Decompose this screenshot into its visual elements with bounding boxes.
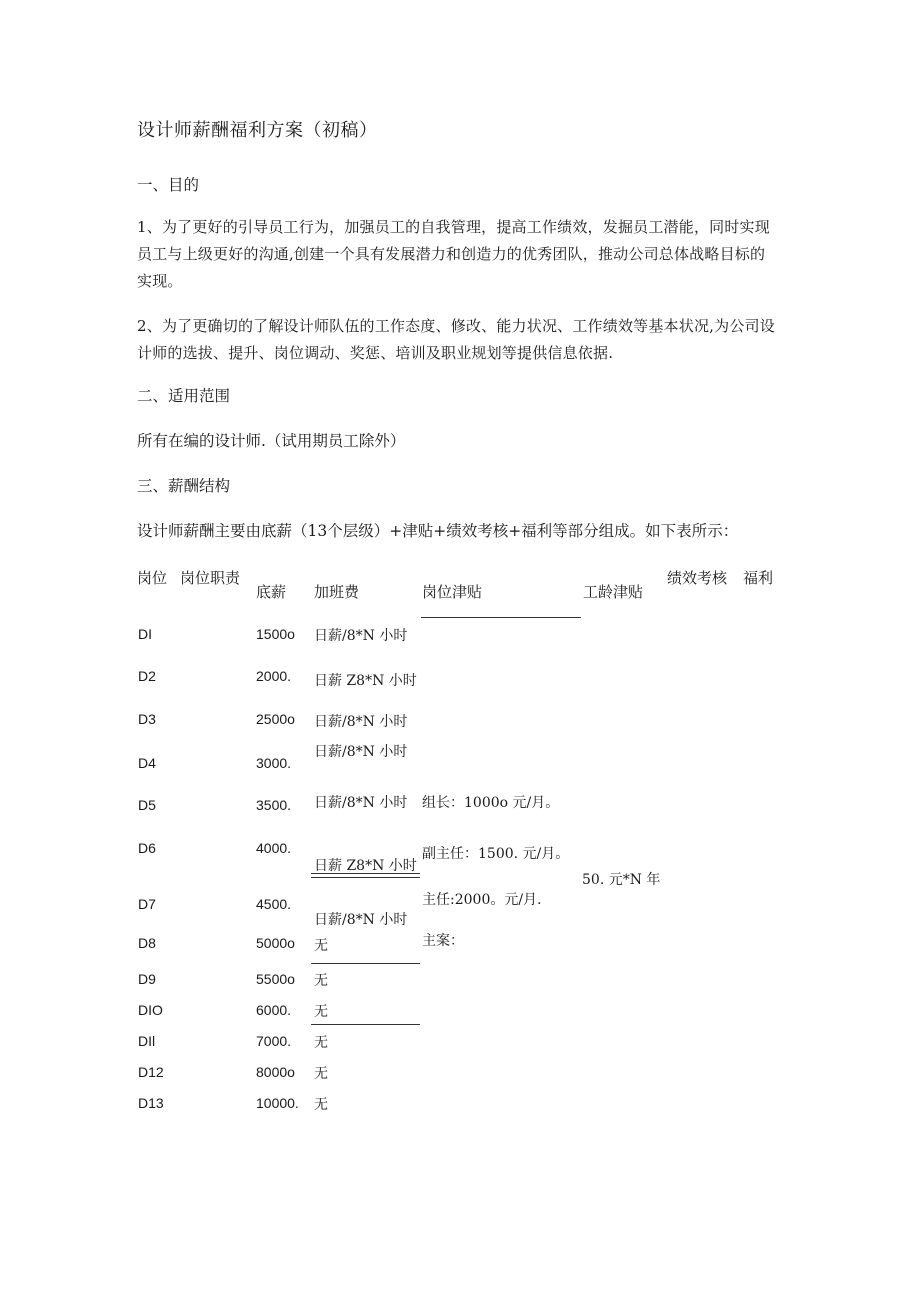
section-heading-scope: 二、适用范围: [137, 387, 231, 405]
base-salary-cell: 7000.: [256, 1033, 292, 1049]
purpose-paragraph-2: 2、为了更确切的了解设计师队伍的工作态度、修改、能力状况、工作绩效等基本状况,为公司设计师的选拔、提升、岗位调动、奖惩、培训及职业规划等提供信息依据.: [137, 317, 775, 362]
section-heading-structure: 三、薪酬结构: [137, 477, 231, 495]
structure-text: 设计师薪酬主要由底薪（13个层级）+津贴+绩效考核+福利等部分组成。如下表所示：: [137, 522, 739, 540]
level-cell: D4: [138, 755, 156, 771]
header-seniority: 工龄津贴: [583, 583, 644, 601]
scope-text: 所有在编的设计师.（试用期员工除外）: [137, 432, 406, 450]
base-salary-cell: 5000o: [256, 935, 295, 951]
level-cell: D12: [138, 1064, 164, 1080]
header-position: 岗位: [137, 569, 168, 587]
post-allowance-cell: 主案：: [422, 933, 464, 949]
post-allowance-cell: 副主任：1500. 元/月。: [422, 846, 570, 862]
header-base: 底薪: [256, 583, 287, 601]
overtime-cell: 无: [314, 1097, 328, 1113]
level-cell: D2: [138, 668, 156, 684]
level-cell: D5: [138, 797, 156, 813]
post-allowance-cell: 组长：1000o 元/月。: [422, 795, 560, 811]
overtime-cell: 日薪 Z8*N 小时: [314, 858, 417, 874]
level-cell: D9: [138, 971, 156, 987]
double-underline: [311, 873, 420, 878]
section-heading-purpose: 一、目的: [137, 176, 200, 194]
base-salary-cell: 2000.: [256, 668, 292, 684]
overtime-cell: 日薪 Z8*N 小时: [314, 673, 417, 689]
base-salary-cell: 10000.: [256, 1095, 299, 1111]
base-salary-cell: 1500o: [256, 626, 295, 642]
header-performance: 绩效考核: [667, 569, 728, 587]
overtime-cell: 无: [314, 938, 328, 954]
level-cell: D7: [138, 896, 156, 912]
overtime-cell: 无: [314, 973, 328, 989]
seniority-allowance-cell: 50. 元*N 年: [582, 872, 661, 888]
header-welfare: 福利: [743, 569, 774, 587]
overtime-cell: 无: [314, 1035, 328, 1051]
row-divider: [311, 1024, 420, 1025]
header-post-allowance: 岗位津贴: [422, 583, 483, 601]
base-salary-cell: 3000.: [256, 755, 292, 771]
overtime-cell: 日薪/8*N 小时: [314, 628, 408, 644]
overtime-cell: 日薪/8*N 小时: [314, 714, 408, 730]
base-salary-cell: 4500.: [256, 896, 292, 912]
header-duty: 岗位职责: [180, 569, 241, 587]
level-cell: DI: [138, 626, 152, 642]
base-salary-cell: 3500.: [256, 797, 292, 813]
page-title: 设计师薪酬福利方案（初稿）: [137, 120, 378, 141]
base-salary-cell: 2500o: [256, 711, 295, 727]
base-salary-cell: 4000.: [256, 840, 292, 856]
base-salary-cell: 6000.: [256, 1002, 292, 1018]
overtime-cell: 无: [314, 1004, 328, 1020]
level-cell: DIO: [138, 1002, 163, 1018]
row-divider: [311, 963, 420, 964]
header-divider: [421, 617, 581, 618]
level-cell: DIl: [138, 1033, 156, 1049]
base-salary-cell: 5500o: [256, 971, 295, 987]
overtime-cell: 日薪/8*N 小时: [314, 795, 408, 811]
level-cell: D3: [138, 711, 156, 727]
level-cell: D8: [138, 935, 156, 951]
overtime-cell: 日薪/8*N 小时: [314, 744, 408, 760]
base-salary-cell: 8000o: [256, 1064, 295, 1080]
level-cell: D6: [138, 840, 156, 856]
level-cell: D13: [138, 1095, 164, 1111]
header-overtime: 加班费: [314, 583, 360, 601]
overtime-cell: 无: [314, 1066, 328, 1082]
purpose-paragraph-1: 1、为了更好的引导员工行为，加强员工的自我管理，提高工作绩效，发掘员工潜能，同时实现员工与上级更好的沟通,创建一个具有发展潜力和创造力的优秀团队，推动公司总体战略目标的实现。: [137, 218, 770, 290]
overtime-cell: 日薪/8*N 小时: [314, 912, 408, 928]
post-allowance-cell: 主任:2000。元/月.: [422, 892, 542, 908]
